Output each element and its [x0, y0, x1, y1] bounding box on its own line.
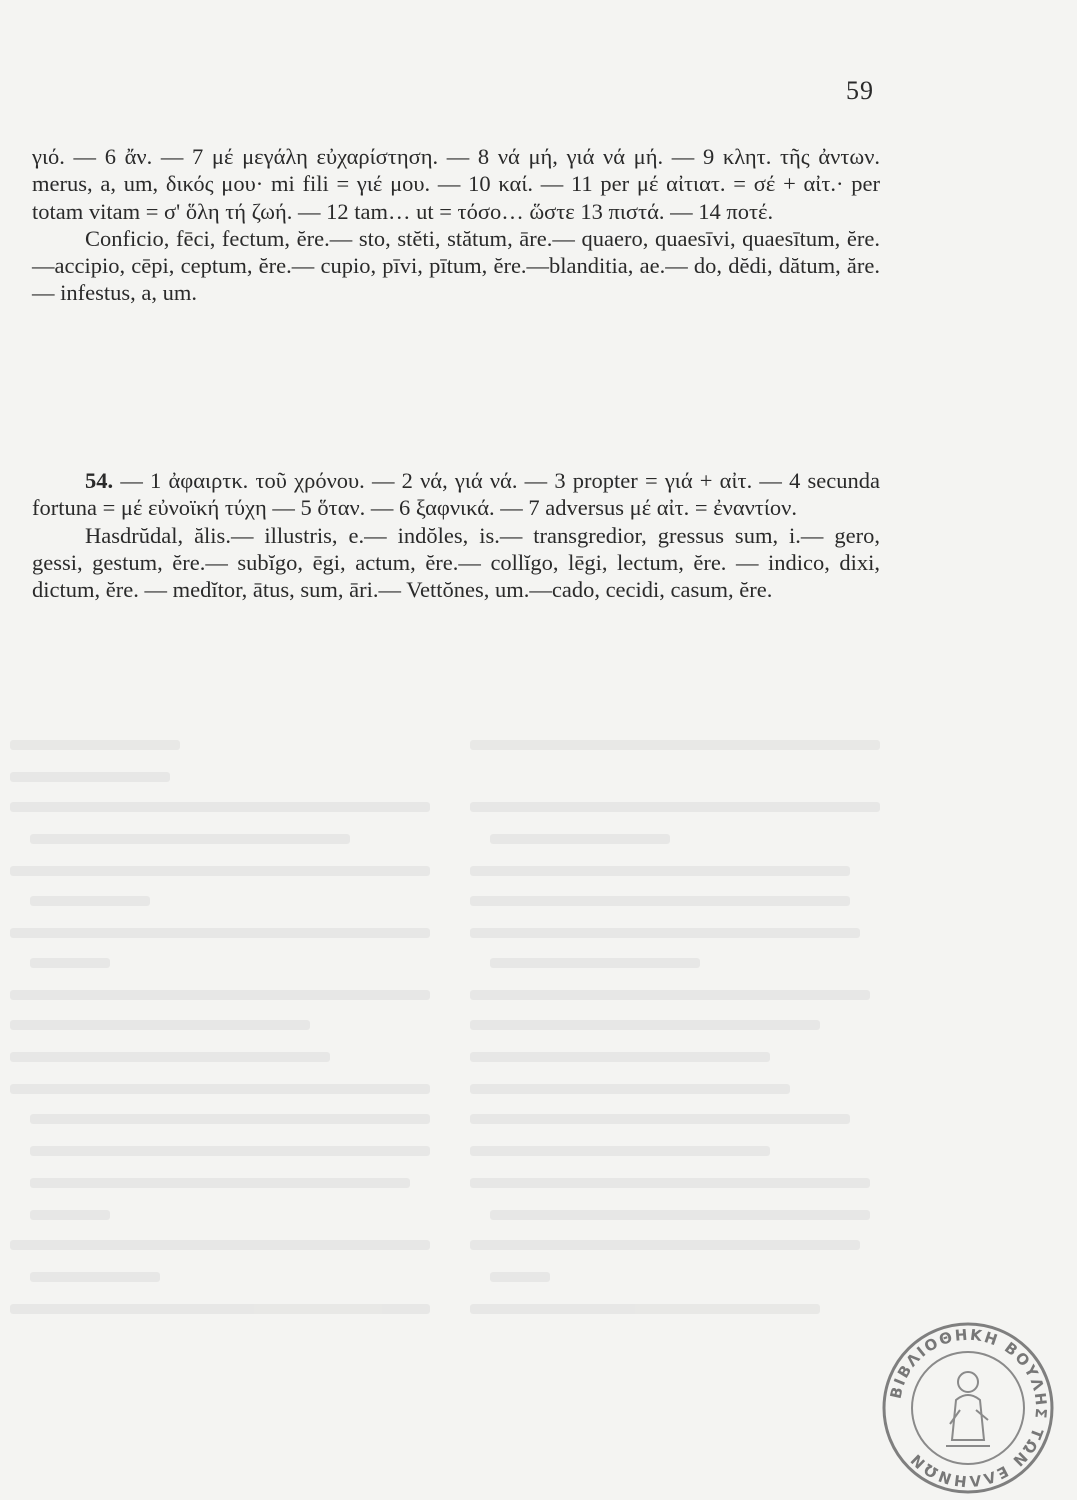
notes-paragraph-a: γιό. — 6 ἄν. — 7 μέ μεγάλη εὐχαρίστηση. — 8 νά μή, γιά νά μή. — 9 κλητ. τῆς ἀντων. merus, a, um, δικός μου· mi fili = γιέ μου. — 10 καί. — 11 per μέ αἰτιατ. = σέ + αἰτ.· per totam vitam = σ' ὅλη τή ζωή. — 12 tam… ut = τόσο… ὥστε 13 πιστά. — 14 ποτέ.: [32, 144, 880, 224]
text-block-a: [32, 143, 880, 307]
section-notes: — 1 ἀφαιρτκ. τοῦ χρόνου. — 2 νά, γιά νά. — 3 propter = γιά + αἰτ. — 4 secunda fortuna = μέ εὐνοϊκή τύχη — 5 ὅταν. — 6 ξαφνικά. — 7 adversus μέ αἰτ. = ἐναντίον.: [32, 468, 880, 521]
text-block-b: [32, 467, 880, 603]
stamp-outer-ring: [884, 1324, 1052, 1492]
notes-paragraph-b: [32, 467, 880, 522]
library-stamp: [880, 1320, 1056, 1496]
stamp-inner-ring: [912, 1352, 1024, 1464]
page-number: 59: [846, 76, 874, 105]
bleed-through-text: [0, 700, 1077, 1400]
stamp-text: ΒΙΒΛΙΟΘΗΚΗ ΒΟΥΛΗΣ ΤΩΝ ΕΛΛΗΝΩΝ: [886, 1325, 1051, 1491]
stamp-figure-icon: [946, 1372, 990, 1446]
vocab-paragraph-a: Conficio, fēci, fectum, ĕre.— sto, stĕti, stătum, āre.— quaero, quaesīvi, quaesītum, ĕre.—accipio, cēpi, ceptum, ĕre.— cupio, pīvi, pītum, ĕre.—blanditia, ae.— do, dĕdi, dătum, ăre.— infestus, a, um.: [32, 225, 880, 306]
section-number: 54.: [85, 468, 114, 493]
vocab-paragraph-b: Hasdrŭdal, ălis.— illustris, e.— indŏles, is.— transgredior, gressus sum, i.— gero, gessi, gestum, ĕre.— subĭgo, ēgi, actum, ĕre.— collĭgo, lēgi, lectum, ĕre. — indico, dixi, dictum, ĕre. — medĭtor, ātus, sum, āri.— Vettŏnes, um.—cado, cecidi, casum, ĕre.: [32, 522, 880, 603]
